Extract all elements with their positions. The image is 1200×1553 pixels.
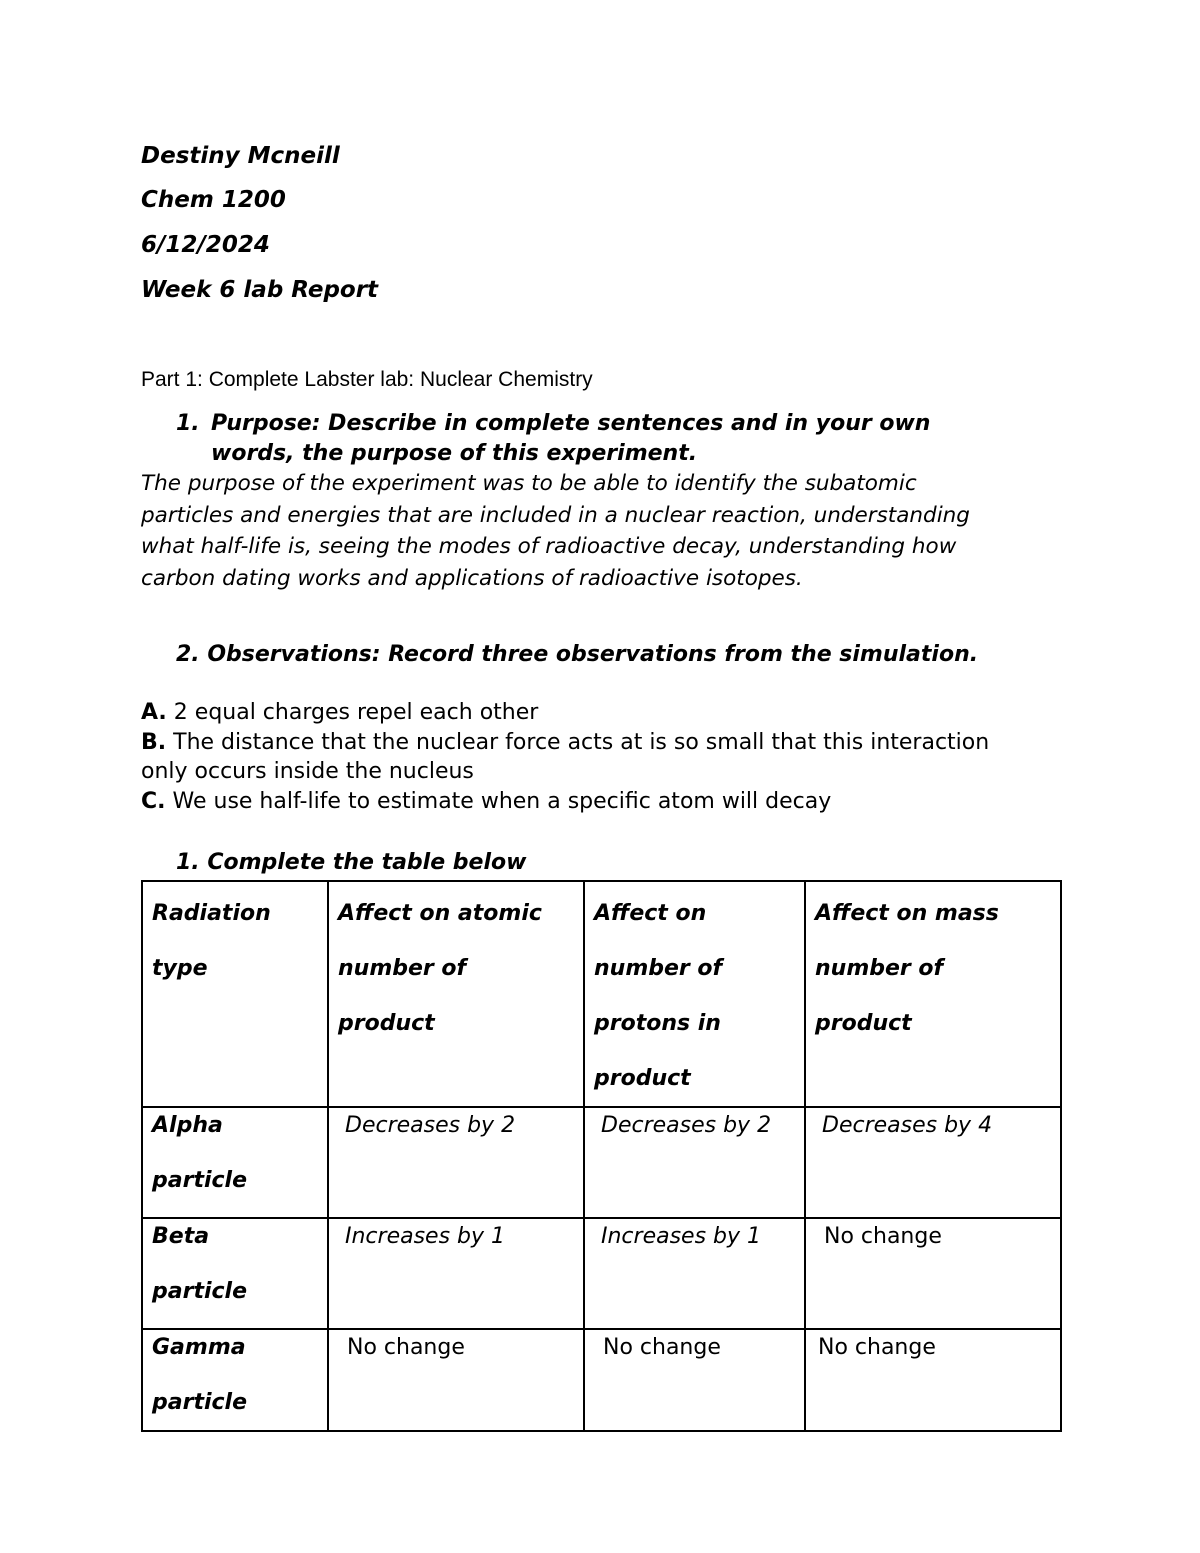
observation-text: We use half-life to estimate when a specific atom will decay (165, 788, 832, 814)
table-row (142, 1218, 1061, 1329)
row-type-beta: Beta particle (142, 1218, 328, 1329)
observation-text: 2 equal charges repel each other (166, 700, 539, 725)
row-type-alpha: Alpha particle (142, 1107, 328, 1218)
purpose-answer (141, 468, 1061, 594)
purpose-question-line1: Purpose: Describe in complete sentences and in your own (211, 411, 931, 436)
cell-protons: Decreases by 2 (584, 1107, 805, 1218)
cell-protons: Increases by 1 (584, 1218, 805, 1329)
observations-question: 2. Observations: Record three observations from the simulation. (176, 642, 979, 667)
table-section-title: 1. Complete the table below (176, 850, 527, 875)
table-row (142, 1107, 1061, 1218)
header-radiation-type: Radiation type (142, 881, 328, 1107)
cell-mass: No change (805, 1329, 1061, 1431)
report-date: 6/12/2024 (141, 232, 270, 258)
table-row (142, 1329, 1061, 1431)
row-type-gamma: Gamma particle (142, 1329, 328, 1431)
part1-title: Part 1: Complete Labster lab: Nuclear Chemistry (141, 368, 593, 391)
observation-text: The distance that the nuclear force acts at is so small that this interaction (166, 729, 990, 755)
purpose-answer-line: particles and energies that are included in a nuclear reaction, understanding (141, 502, 970, 528)
purpose-question (176, 409, 1036, 469)
purpose-question-line2: words, the purpose of this experiment. (211, 441, 698, 466)
table-header-row (142, 881, 1061, 1107)
observation-a (141, 698, 1071, 728)
cell-atomic: Increases by 1 (328, 1218, 584, 1329)
observation-label: A. (141, 700, 167, 725)
purpose-number: 1. (176, 411, 200, 436)
header-atomic-number: Affect on atomic number of product (328, 881, 584, 1107)
purpose-answer-line: what half-life is, seeing the modes of radioactive decay, understanding how (141, 534, 957, 559)
report-title: Week 6 lab Report (141, 277, 379, 303)
observation-label: B. (141, 729, 167, 755)
radiation-table (141, 880, 1062, 1432)
cell-protons: No change (584, 1329, 805, 1431)
cell-mass: Decreases by 4 (805, 1107, 1061, 1218)
cell-atomic: No change (328, 1329, 584, 1431)
purpose-answer-line: The purpose of the experiment was to be able to identify the subatomic (141, 471, 917, 496)
header-protons: Affect on number of protons in product (584, 881, 805, 1107)
observations-list (141, 698, 1071, 816)
purpose-answer-line: carbon dating works and applications of radioactive isotopes. (141, 565, 803, 591)
cell-mass: No change (805, 1218, 1061, 1329)
observation-label: C. (141, 788, 166, 814)
observation-b (141, 728, 1071, 758)
observation-b-cont: only occurs inside the nucleus (141, 759, 474, 784)
cell-atomic: Decreases by 2 (328, 1107, 584, 1218)
student-name: Destiny Mcneill (141, 143, 340, 169)
observation-c (141, 787, 1071, 817)
header-mass-number: Affect on mass number of product (805, 881, 1061, 1107)
course-name: Chem 1200 (141, 187, 286, 213)
